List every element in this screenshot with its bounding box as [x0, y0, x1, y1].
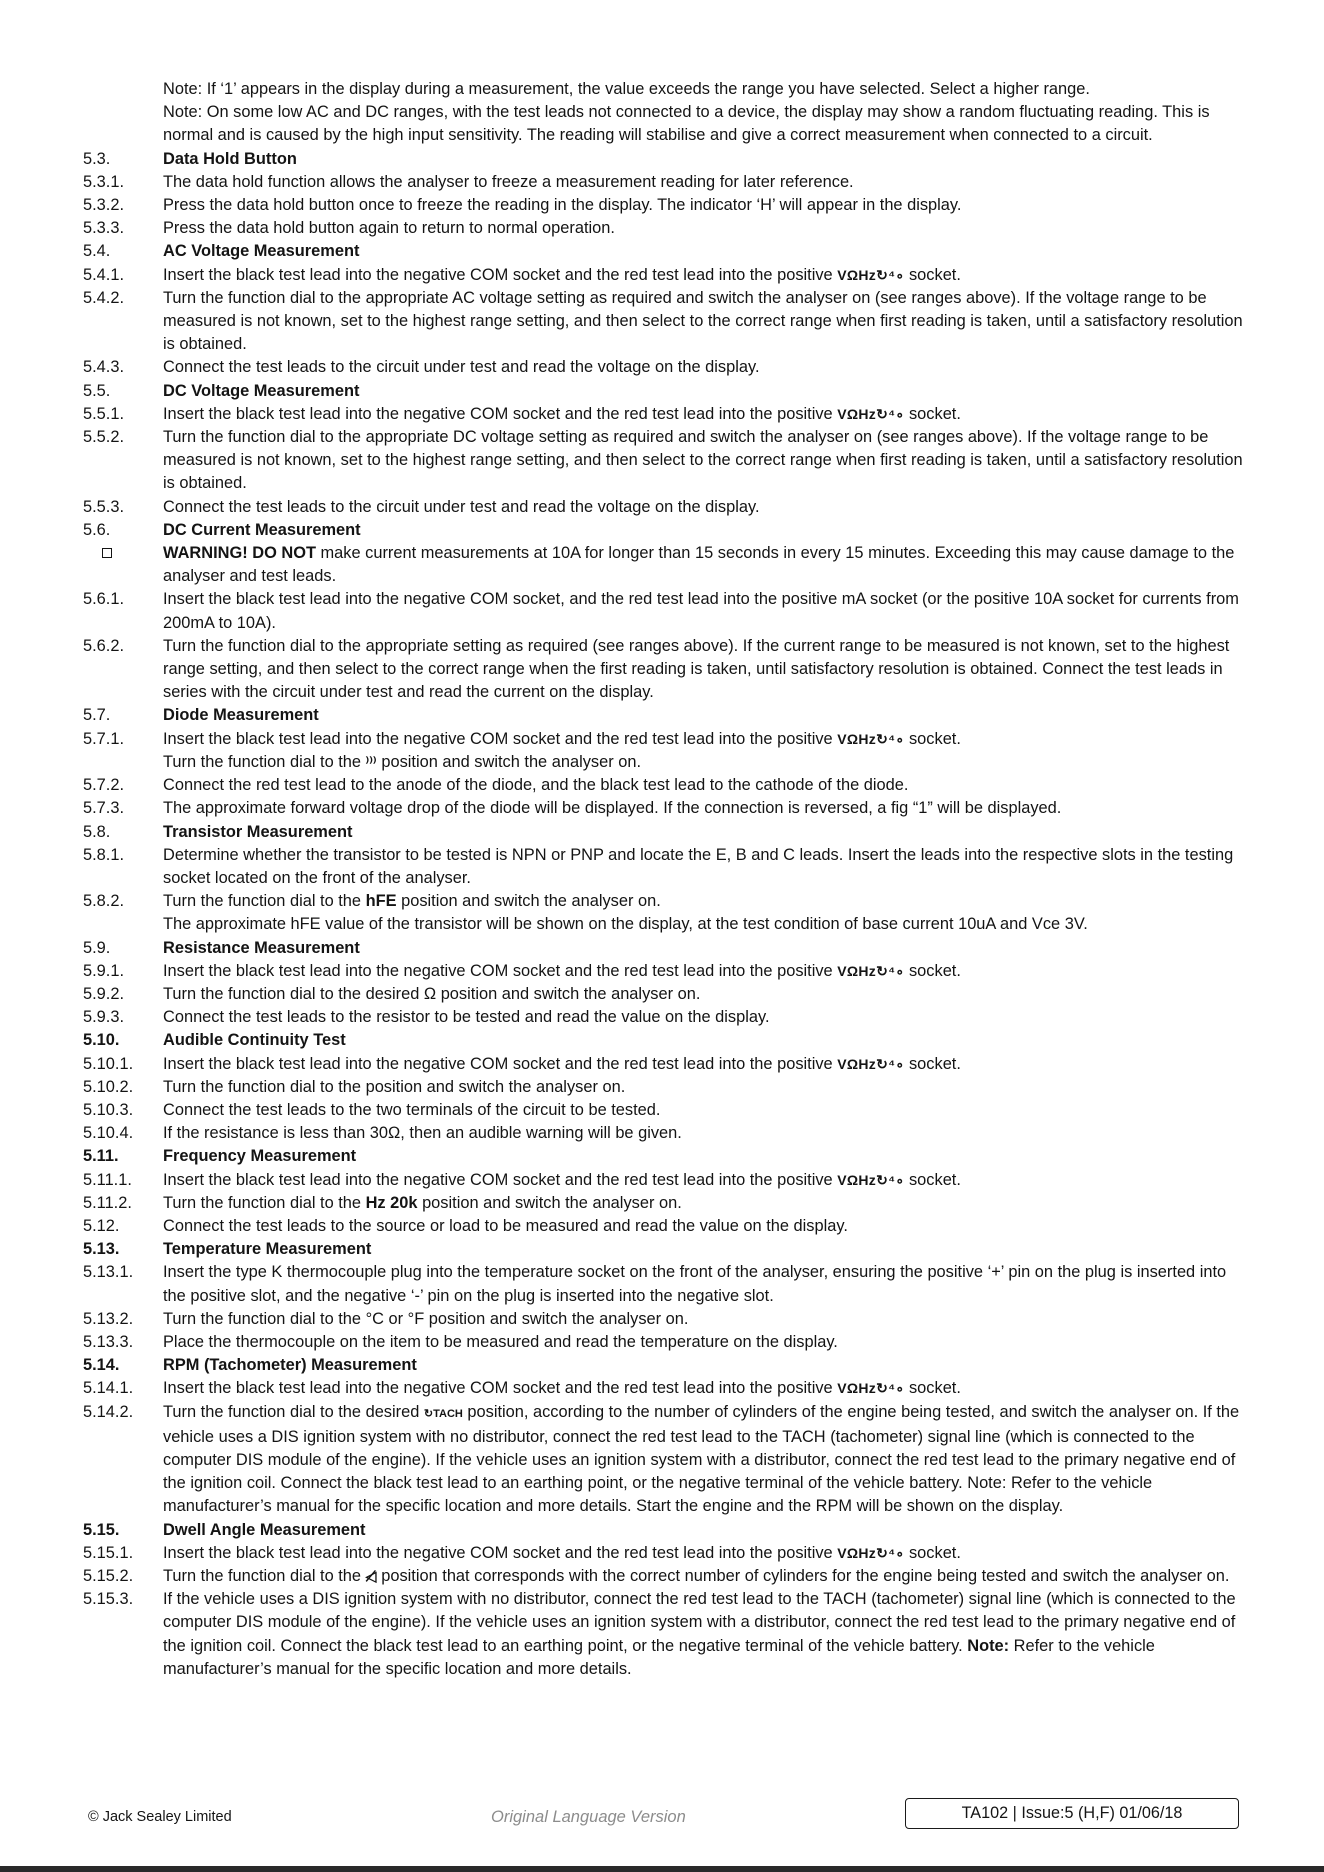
socket-symbol-icon: VΩHz↻⁴∘: [837, 1380, 905, 1397]
text-fragment: socket.: [904, 1543, 961, 1562]
item-text: [163, 1053, 1243, 1076]
instruction-item: [83, 983, 1243, 1006]
bold-term: Note:: [967, 1636, 1010, 1655]
socket-symbol-icon: VΩHz↻⁴∘: [837, 1544, 905, 1561]
item-text: [163, 960, 1243, 983]
item-number: 5.9.3.: [83, 1008, 125, 1027]
item-number: 5.4.: [83, 242, 111, 261]
text-fragment: Insert the black test lead into the negative COM socket and the red test lead into the positive: [163, 1379, 838, 1398]
footer-document-reference: TA102 | Issue:5 (H,F) 01/06/18: [905, 1798, 1239, 1829]
item-number: 5.11.: [83, 1147, 119, 1166]
text-fragment: Turn the function dial to the: [163, 1567, 366, 1585]
footer-language-note: Original Language Version: [491, 1808, 686, 1826]
text-fragment: socket.: [904, 1379, 961, 1398]
instruction-item: [83, 774, 1243, 797]
socket-symbol-icon: ◁̸: [365, 1568, 377, 1584]
text-fragment: position and switch the analyser on.: [417, 1193, 682, 1212]
section-title: AC Voltage Measurement: [163, 242, 360, 261]
item-text: Determine whether the transistor to be tested is NPN or PNP and locate the E, B and C leads. Insert the leads into the respective slots in the testing socket located on the front of the analyser.: [163, 845, 1234, 887]
item-text: [163, 1542, 1243, 1565]
socket-symbol-icon: VΩHz↻⁴∘: [837, 266, 905, 283]
text-fragment: Turn the function dial to the: [163, 752, 366, 771]
item-number: 5.7.3.: [83, 799, 125, 818]
section-heading: [83, 519, 1243, 542]
section-title: RPM (Tachometer) Measurement: [163, 1356, 417, 1375]
text-fragment: Turn the function dial to the desired: [163, 1402, 424, 1421]
item-number: 5.13.3.: [83, 1332, 134, 1351]
socket-symbol-icon: ⁾⁾⁾: [365, 753, 377, 770]
text-fragment: make current measurements at 10A for longer than 15 seconds in every 15 minutes. Exceeding this may cause damage to the analyser and test leads.: [163, 544, 1235, 586]
item-text: If the resistance is less than 30Ω, then an audible warning will be given.: [163, 1124, 682, 1143]
item-number: 5.6.2.: [83, 636, 125, 655]
text-fragment: Turn the function dial to the: [163, 1193, 366, 1212]
item-number: 5.6.1.: [83, 590, 125, 609]
item-text: [163, 751, 1243, 774]
item-text: Connect the test leads to the resistor to be tested and read the value on the display.: [163, 1008, 770, 1027]
instruction-item: [83, 1006, 1243, 1029]
text-fragment: Insert the black test lead into the negative COM socket and the red test lead into the positive: [163, 729, 838, 748]
section-title: DC Current Measurement: [163, 520, 361, 539]
socket-symbol-icon: VΩHz↻⁴∘: [837, 730, 905, 747]
text-fragment: Insert the black test lead into the negative COM socket and the red test lead into the positive: [163, 961, 838, 980]
checkbox-bullet-icon: [102, 548, 112, 558]
socket-symbol-icon: VΩHz↻⁴∘: [837, 1055, 905, 1072]
text-fragment: socket.: [904, 961, 961, 980]
item-text: [163, 1401, 1243, 1519]
item-number: 5.10.2.: [83, 1077, 134, 1096]
item-number: 5.8.2.: [83, 892, 125, 911]
section-heading: [83, 1238, 1243, 1261]
item-number: 5.7.1.: [83, 729, 125, 748]
item-number: 5.5.: [83, 381, 111, 400]
section-title: Temperature Measurement: [163, 1240, 372, 1259]
item-text: [163, 1192, 1243, 1215]
instruction-item: [83, 171, 1243, 194]
section-title: Transistor Measurement: [163, 822, 353, 841]
text-fragment: position that corresponds with the correct number of cylinders for the engine being tested and switch the analyser on.: [376, 1567, 1230, 1585]
item-text: Press the data hold button again to return to normal operation.: [163, 219, 615, 238]
item-number: 5.13.2.: [83, 1309, 134, 1328]
bold-term: hFE: [365, 892, 397, 911]
item-text: Turn the function dial to the appropriate DC voltage setting as required and switch the analyser on (see ranges above). If the voltage range to be measured is not known, set to the highest range setting, and then select to the correct range when first reading is taken, until a satisfactory resolution is obtained.: [163, 428, 1243, 493]
item-number: 5.10.4.: [83, 1124, 134, 1143]
instruction-item: [83, 426, 1243, 496]
text-fragment: Turn the function dial to the: [163, 892, 366, 911]
instruction-item: [83, 101, 1243, 147]
item-number: 5.15.2.: [83, 1567, 134, 1585]
instruction-item: [83, 913, 1243, 936]
instruction-item: [83, 542, 1243, 588]
instruction-item: [83, 78, 1243, 101]
item-number: 5.8.1.: [83, 845, 125, 864]
instruction-item: [83, 1565, 1243, 1588]
text-fragment: socket.: [904, 729, 961, 748]
instruction-item: [83, 1215, 1243, 1238]
section-title: Audible Continuity Test: [163, 1031, 346, 1050]
text-fragment: socket.: [904, 1170, 961, 1189]
item-text: Note: If ‘1’ appears in the display during a measurement, the value exceeds the range you have selected. Select a higher range.: [163, 80, 1090, 98]
instruction-item: [83, 960, 1243, 983]
text-fragment: Insert the black test lead into the negative COM socket and the red test lead into the positive: [163, 404, 838, 423]
item-number: 5.12.: [83, 1216, 120, 1235]
socket-symbol-icon: VΩHz↻⁴∘: [837, 405, 905, 422]
item-text: Turn the function dial to the appropriate setting as required (see ranges above). If the current range to be measured is not known, set to the highest range setting, and then select to the correct range when the first reading is taken, until satisfactory resolution is obtained. Connect the test leads in series with the circuit under test and read the current on the display.: [163, 636, 1230, 702]
section-title: Resistance Measurement: [163, 938, 360, 957]
item-number: 5.10.1.: [83, 1054, 134, 1073]
instruction-item: [83, 1308, 1243, 1331]
item-number: 5.7.2.: [83, 776, 125, 795]
item-number: 5.4.3.: [83, 358, 125, 377]
text-fragment: Insert the black test lead into the negative COM socket and the red test lead into the positive: [163, 1543, 838, 1562]
text-fragment: position and switch the analyser on.: [396, 892, 661, 911]
instruction-item: [83, 890, 1243, 913]
item-number: 5.15.1.: [83, 1543, 134, 1562]
text-fragment: Insert the black test lead into the negative COM socket and the red test lead into the positive: [163, 265, 838, 284]
item-text: Insert the black test lead into the negative COM socket, and the red test lead into the positive mA socket (or the positive 10A socket for currents from 200mA to 10A).: [163, 590, 1239, 632]
instruction-item: [83, 217, 1243, 240]
item-number: 5.3.2.: [83, 196, 125, 215]
item-text: [163, 542, 1243, 588]
text-fragment: position and switch the analyser on.: [376, 752, 642, 771]
instruction-item: [83, 751, 1243, 774]
instruction-item: [83, 264, 1243, 287]
text-fragment: If the vehicle uses a DIS ignition system with no distributor, connect the red test lead to the TACH (tachometer) signal line (which is connected to the computer DIS module of the engine). If the vehicle uses an ignition system with a distributor, connect the red test lead to the primary negative end of the ignition coil. Connect the black test lead to an earthing point, or the negative terminal of the vehicle battery.: [163, 1590, 1236, 1655]
item-text: [163, 1377, 1243, 1400]
socket-symbol-icon: VΩHz↻⁴∘: [837, 962, 905, 979]
bold-term: Hz 20k: [365, 1193, 418, 1212]
item-number: 5.9.: [83, 938, 111, 957]
item-text: Press the data hold button once to freeze the reading in the display. The indicator ‘H’ will appear in the display.: [163, 196, 962, 215]
section-heading: [83, 1029, 1243, 1052]
instruction-item: [83, 1542, 1243, 1565]
section-title: DC Voltage Measurement: [163, 381, 360, 400]
instruction-item: [83, 1377, 1243, 1400]
item-number: 5.13.1.: [83, 1263, 134, 1282]
section-heading: [83, 240, 1243, 263]
item-text: [163, 728, 1243, 751]
item-text: Turn the function dial to the °C or °F position and switch the analyser on.: [163, 1309, 689, 1328]
item-number: 5.3.3.: [83, 219, 125, 238]
item-text: The approximate forward voltage drop of the diode will be displayed. If the connection is reversed, a fig “1” will be displayed.: [163, 799, 1062, 818]
section-heading: [83, 148, 1243, 171]
text-fragment: socket.: [904, 265, 961, 284]
instruction-item: [83, 1076, 1243, 1099]
instruction-item: [83, 287, 1243, 357]
item-text: Turn the function dial to the desired Ω position and switch the analyser on.: [163, 984, 701, 1003]
warning-label: WARNING! DO NOT: [163, 544, 316, 563]
item-text: [163, 1565, 1243, 1588]
item-number: 5.7.: [83, 706, 111, 725]
item-number: 5.4.1.: [83, 265, 125, 284]
item-number: 5.13.: [83, 1240, 120, 1259]
instruction-item: [83, 797, 1243, 820]
section-title: Data Hold Button: [163, 149, 297, 168]
item-number: 5.9.2.: [83, 984, 125, 1003]
instruction-item: [83, 588, 1243, 634]
item-number: 5.5.3.: [83, 497, 125, 516]
item-number: 5.10.3.: [83, 1100, 134, 1119]
section-heading: [83, 1519, 1243, 1542]
section-title: Diode Measurement: [163, 706, 319, 725]
item-number: 5.4.2.: [83, 288, 125, 307]
item-text: Place the thermocouple on the item to be measured and read the temperature on the display.: [163, 1332, 838, 1351]
item-text: [163, 890, 1243, 913]
section-heading: [83, 1145, 1243, 1168]
item-text: Connect the test leads to the circuit under test and read the voltage on the display.: [163, 497, 760, 516]
item-text: Turn the function dial to the appropriate AC voltage setting as required and switch the analyser on (see ranges above). If the voltage range to be measured is not known, set to the highest range setting, and then select to the correct range when first reading is taken, until a satisfactory resolution is obtained.: [163, 288, 1243, 354]
item-number: 5.14.: [83, 1356, 120, 1375]
item-number: 5.10.: [83, 1031, 120, 1050]
socket-symbol-icon: VΩHz↻⁴∘: [837, 1171, 905, 1188]
instruction-item: [83, 1331, 1243, 1354]
item-number: 5.11.1.: [83, 1170, 132, 1189]
item-text: Connect the test leads to the source or load to be measured and read the value on the display.: [163, 1216, 848, 1235]
instruction-item: [83, 356, 1243, 379]
text-fragment: socket.: [904, 404, 961, 423]
text-fragment: position, according to the number of cylinders of the engine being tested, and switch the analyser on. If the vehicle uses a DIS ignition system with no distributor, connect the red test lead to the TACH (tachometer) signal line (which is connected to the computer DIS module of the engine). If the vehicle uses an ignition system with a distributor, connect the red test lead to the primary negative end of the ignition coil. Connect the black test lead to an earthing point, or the negative terminal of the vehicle battery. Note: Refer to the vehicle manufacturer’s manual for the specific location and more details. Start the engine and the RPM will be shown on the display.: [163, 1402, 1240, 1516]
instruction-item: [83, 403, 1243, 426]
instruction-item: [83, 1169, 1243, 1192]
item-text: The approximate hFE value of the transistor will be shown on the display, at the test condition of base current 10uA and Vce 3V.: [163, 915, 1088, 934]
instruction-item: [83, 728, 1243, 751]
item-text: Note: On some low AC and DC ranges, with the test leads not connected to a device, the display may show a random fluctuating reading. This is normal and is caused by the high input sensitivity. The reading will stabilise and give a correct measurement when connected to a circuit.: [163, 103, 1210, 145]
text-fragment: socket.: [904, 1054, 961, 1073]
item-text: [163, 403, 1243, 426]
instruction-item: [83, 1401, 1243, 1519]
item-number: 5.9.1.: [83, 961, 125, 980]
item-number: 5.15.3.: [83, 1590, 134, 1609]
text-fragment: Insert the black test lead into the negative COM socket and the red test lead into the positive: [163, 1054, 838, 1073]
item-number: 5.3.: [83, 149, 111, 168]
item-text: Connect the test leads to the circuit under test and read the voltage on the display.: [163, 358, 760, 377]
section-heading: [83, 1354, 1243, 1377]
instruction-item: [83, 1122, 1243, 1145]
item-number: 5.5.2.: [83, 428, 125, 447]
page-bottom-edge: [0, 1866, 1324, 1872]
instruction-item: [83, 1261, 1243, 1307]
item-text: The data hold function allows the analyser to freeze a measurement reading for later reference.: [163, 172, 854, 191]
text-fragment: Insert the black test lead into the negative COM socket and the red test lead into the positive: [163, 1170, 838, 1189]
instruction-item: [83, 194, 1243, 217]
item-number: 5.11.2.: [83, 1193, 132, 1212]
item-number: 5.5.1.: [83, 404, 125, 423]
section-title: Dwell Angle Measurement: [163, 1520, 366, 1539]
item-number: [83, 542, 163, 565]
instruction-item: [83, 1099, 1243, 1122]
item-text: [163, 264, 1243, 287]
section-heading: [83, 380, 1243, 403]
section-heading: [83, 821, 1243, 844]
footer-company: © Jack Sealey Limited: [88, 1809, 232, 1825]
instruction-item: [83, 1588, 1243, 1681]
item-text: Connect the test leads to the two terminals of the circuit to be tested.: [163, 1100, 661, 1119]
section-heading: [83, 937, 1243, 960]
item-number: 5.8.: [83, 822, 111, 841]
item-number: 5.14.1.: [83, 1379, 134, 1398]
item-text: Turn the function dial to the position and switch the analyser on.: [163, 1077, 626, 1096]
item-number: 5.6.: [83, 520, 111, 539]
item-number: 5.15.: [83, 1520, 120, 1539]
item-text: [163, 1169, 1243, 1192]
text-fragment: Refer to the vehicle manufacturer’s manual for the specific location and more details.: [163, 1636, 1155, 1678]
instruction-item: [83, 635, 1243, 705]
instructions-body: [83, 78, 1243, 1681]
section-title: Frequency Measurement: [163, 1147, 357, 1166]
instruction-item: [83, 1192, 1243, 1215]
instruction-item: [83, 496, 1243, 519]
item-text: [163, 1588, 1243, 1681]
instruction-item: [83, 844, 1243, 890]
item-number: 5.3.1.: [83, 172, 125, 191]
item-text: Connect the red test lead to the anode of the diode, and the black test lead to the cathode of the diode.: [163, 776, 909, 795]
item-text: Insert the type K thermocouple plug into the temperature socket on the front of the analyser, ensuring the positive ‘+’ pin on the plug is inserted into the positive slot, and the negative ‘-’ pin on the plug is inserted into the negative slot.: [163, 1263, 1227, 1305]
item-number: 5.14.2.: [83, 1402, 134, 1421]
instruction-item: [83, 1053, 1243, 1076]
tach-symbol-icon: ↻TACH: [423, 1407, 463, 1420]
section-heading: [83, 704, 1243, 727]
